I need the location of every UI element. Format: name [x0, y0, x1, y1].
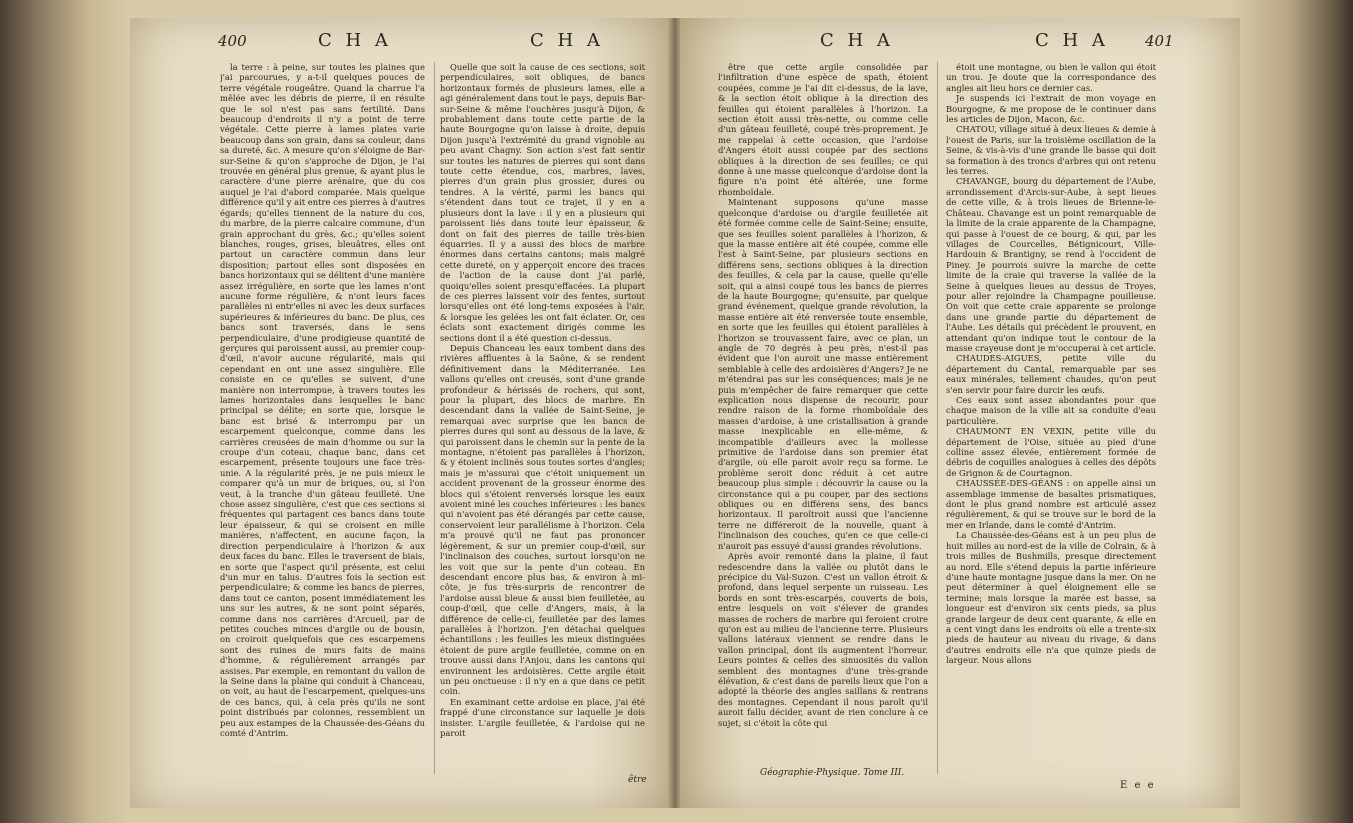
paragraph: Maintenant supposons qu'une masse quelconque d'ardoise ou d'argile feuilletée ait été formée comme celle de Saint-Seine; ensuite, que ses feuilles soient parallèles à l'horizon, & que la masse entière ait été coupée, comme elle l'est à Saint-Seine, par plusieurs sections en différens sens, sections obliques à la direction des feuilles, & cela par la cause, quelle qu'elle soit, qui a ainsi coupé tous les bancs de pierres de la haute Bourgogne; qu'ensuite, par quelque grand événement, quelque grande révolution, la masse entière ait été renversée toute ensemble, en sorte que les feuilles qui étoient parallèles à l'horizon se trouvassent faire, avec ce plan, un angle de 70 degrés à peu près, n'est-il pas évident que l'on auroit une masse entièrement semblable à celle des ardoisières d'Angers? Je ne m'étendrai pas sur les conséquences; mais je ne puis m'empêcher de faire remarquer que cette explication nous dispense de recourir, pour rendre raison de la forme rhomboïdale des masses d'ardoise, à une cristallisation à grande masse inexplicable en elle-même, & incompatible d'ailleurs avec la mollesse primitive de l'ardoise dans son premier état d'argile, où elle paroit avoir reçu sa forme. Le problème seroit donc réduit à cet autre beaucoup plus simple : découvrir la cause ou la circonstance qui a pu couper, par des sections obliques ou en différens sens, des bancs horizontaux. Il paroîtroit aussi que l'ancienne terre ne différeroit de la nouvelle, quant à l'inclinaison des couches, qu'en ce que celle-ci n'auroit pas essuyé d'aussi grandes révolutions. — [718, 197, 928, 551]
paragraph: Ces eaux sont assez abondantes pour que chaque maison de la ville ait sa conduite d'eau particulière. — [946, 395, 1156, 426]
paragraph: Quelle que soit la cause de ces sections, soit perpendiculaires, soit obliques, de bancs horizontaux formés de plusieurs lames, elle a agi généralement dans tout le pays, depuis Bar-sur-Seine & même l'ouchères jusqu'à Dijon, & probablement dans toute cette partie de la haute Bourgogne qu'on laisse à droite, depuis Dijon jusqu'à l'extrémité du grand vignoble au peu avant Chagny. Son action s'est fait sentir sur toutes les natures de pierres qui sont dans toute cette étendue, cos, marbres, laves, pierres d'un grain plus grossier, dures ou tendres. A la vérité, parmi les bancs qui s'étendent dans tout ce trajet, il y en a plusieurs dont la lave : il y en a plusieurs qui paroissent liés dans toute leur épaisseur, & dont on fait des pierres de taille très-bien équarries. Il y a aussi des blocs de marbre énormes dans certains cantons; mais malgré cette dureté, on y apperçoit encore des traces de l'action de la cause dont j'ai parlé, quoiqu'elles soient presqu'effacées. La plupart de ces pierres laissent voir des fentes, surtout lorsqu'elles ont été long-tems exposées à l'air, & lorsque les gelées les ont fait éclater. Or, ces éclats sont exactement dirigés comme les sections dont il a été question ci-dessus. — [440, 62, 645, 343]
left-page-number: 400 — [218, 32, 247, 50]
paragraph: CHAUSSÉE-DES-GÉANS : on appelle ainsi un assemblage immense de basaltes prismatiques, dont le plus grand nombre est articulé assez régulièrement, & qui se trouve sur le bord de la mer en Irlande, dans le comté d'Antrim. — [946, 478, 1156, 530]
right-column-rule — [937, 62, 938, 774]
paragraph: être que cette argile consolidée par l'infiltration d'une espèce de spath, étoient coupées, comme je l'ai dit ci-dessus, de la lave, & la section étoit oblique à la direction des feuilles qui étoient parallèles à l'horizon. La section étoit aussi très-nette, ou comme celle d'un gâteau feuilleté, coupé très-proprement. Je me rappelai à cette occasion, que l'ardoise d'Angers étoit aussi coupée par des sections obliques à la direction de ses feuilles; ce qui donne à une masse quelconque d'ardoise dont la figure n'a point été altérée, une forme rhomboïdale. — [718, 62, 928, 197]
left-column-rule — [434, 62, 435, 774]
right-column-1 — [718, 62, 928, 762]
right-page-number: 401 — [1145, 32, 1174, 50]
paragraph: En examinant cette ardoise en place, j'ai été frappé d'une circonstance sur laquelle je dois insister. L'argile feuilletée, & l'ardoise qui ne paroit — [440, 696, 645, 738]
right-signature-mark: E e e — [1120, 780, 1156, 791]
left-running-head-1: C H A — [318, 30, 392, 51]
paragraph: CHAUMONT EN VEXIN, petite ville du département de l'Oise, située au pied d'une colline assez élevée, entièrement formée de débris de coquilles analogues à celles des dépôts de Grignon & de Courtagnon. — [946, 426, 1156, 478]
left-column-2 — [440, 62, 645, 762]
left-running-head-2: C H A — [530, 30, 604, 51]
paragraph: étoit une montagne, ou bien le vallon qui étoit un trou. Je doute que la correspondance des angles ait lieu hors ce dernier cas. — [946, 62, 1156, 93]
left-column-1 — [220, 62, 425, 774]
right-column-2 — [946, 62, 1156, 774]
paragraph: Je suspends ici l'extrait de mon voyage en Bourgogne, & me propose de le continuer dans les articles de Dijon, Macon, &c. — [946, 93, 1156, 125]
right-footer: Géographie-Physique. Tome III. — [760, 768, 905, 778]
right-running-head-1: C H A — [820, 30, 894, 51]
paragraph: CHAUDES-AIGUES, petite ville du département du Cantal, remarquable par ses eaux minérales, tellement chaudes, qu'on peut s'en servir pour faire durcir les œufs. — [946, 353, 1156, 395]
paragraph: Depuis Chanceau les eaux tombent dans des rivières affluentes à la Saône, & se rendent définitivement dans la Méditerranée. Les vallons qu'elles ont creusés, sont d'une grande profondeur & hérissés de rochers, qui sont, pour la plupart, des blocs de marbre. En descendant dans la vallée de Saint-Seine, je remarquai avec surprise que les bancs de pierres dures qui sont au dessous de la lave, & qui paroissent dans le chemin sur la pente de la montagne, n'étoient pas parallèles à l'horizon, & y étoient inclinés sous toutes sortes d'angles; mais je m'assurai que c'étoit uniquement un accident provenant de la grosseur énorme des blocs qui s'étoient renversés lorsque les eaux avoient miné les couches inférieures : les bancs qui n'avoient pas été dérangés par cette cause, conservoient leur parallélisme à l'horizon. Cela m'a prouvé qu'il ne faut pas prononcer légèrement, & sur un premier coup-d'œil, sur l'inclinaison des couches, surtout lorsqu'on ne les voit que sur la pente d'un coteau. En descendant encore plus bas, & environ à mi-côte, je fus très-surpris de rencontrer de l'ardoise aussi bleue & aussi bien feuilletée, au coup-d'œil, que celle d'Angers, mais, à la différence de celle-ci, feuilletée par des lames parallèles à l'horizon. J'en détachai quelques échantillons : les feuilles les mieux distinguées étoient de pure argile feuilletée, comme on en trouve aussi dans l'Anjou, dans les cantons qui environnent les ardoisières. Cette argile étoit un peu onctueuse : il n'y en a que dans ce petit coin. — [440, 342, 645, 697]
paragraph: Après avoir remonté dans la plaine, il faut redescendre dans la vallée ou plutôt dans le précipice du Val-Suzon. C'est un vallon étroit & profond, dans lequel serpente un ruisseau. Les bords en sont très-escarpés, couverts de bois, entre lesquels on voit s'élever de grandes masses de rochers de marbre qui feroient croire qu'on est au milieu de l'ancienne terre. Plusieurs vallons latéraux viennent se rendre dans le vallon principal, dont ils augmentent l'horreur. Leurs pointes & celles des sinuosités du vallon semblent des montagnes d'une très-grande élévation, & c'est dans de pareils lieux que l'on a adopté la théorie des angles saillans & rentrans des montagnes. Cependant il nous paroît qu'il auroit fallu décider, avant de rien conclure à ce sujet, si c'étoit la côte qui — [718, 551, 928, 728]
paragraph: la terre : à peine, sur toutes les plaines que j'ai parcourues, y a-t-il quelques pouces de terre végétale rougeâtre. Quand la charrue l'a mêlée avec les débris de pierre, il en résulte que le sol n'est pas sans fertilité. Dans beaucoup d'endroits il n'y a point de terre végétale. Cette pierre à lames plates varie beaucoup dans son grain, dans sa couleur, dans sa dureté, &c. A mesure qu'on s'éloigne de Bar-sur-Seine & qu'on s'approche de Dijon, je l'ai trouvée en général plus grenue, & ayant plus le caractère d'une pierre arénaire, que du cos auquel je l'ai d'abord comparée. Mais quelque différence qu'il y ait entre ces pierres à d'autres égards; qu'elles tiennent de la nature du cos, du marbre, de la pierre calcaire commune, d'un grain approchant du grès, &c.; qu'elles soient blanches, rouges, grises, bleuâtres, elles ont partout un caractère commun dans leur disposition; partout elles sont disposées en bancs horizontaux qui se délitent d'une manière assez irrégulière, en sorte que les lames n'ont aucune forme régulière, & n'ont leurs faces parallèles ni entr'elles ni avec les deux surfaces supérieures & inférieures du banc. De plus, ces bancs sont traversés, dans le sens perpendiculaire, d'une prodigieuse quantité de gerçures qui paroissent aussi, au premier coup-d'œil, n'avoir aucune régularité, mais qui cependant en ont une assez singulière. Elle consiste en ce qu'elles se suivent, d'une manière non interrompue, à travers toutes les lames horizontales dans lesquelles le banc principal se délite; en sorte que, lorsque le banc est brisé & interrompu par un escarpement quelconque, comme dans les carrières creusées de main d'homme ou sur la croupe d'un coteau, chaque banc, dans cet escarpement, présente toujours une face très-unie. A la régularité près, je ne puis mieux le comparer qu'à un mur de briques, ou, si l'on veut, à la tranche d'un gâteau feuilleté. Une chose assez singulière, c'est que ces sections si fréquentes qui partagent ces bancs dans toute leur épaisseur, & qui se croisent en mille manières, n'affectent, en aucune façon, la direction perpendiculaire à l'horizon & aux deux faces du banc. Elles le traversent de biais, en sorte que l'aspect qu'il présente, est celui d'un mur en talus. D'autres fois la section est perpendiculaire; & comme les bancs de pierres, dans tout ce canton, posent immédiatement les uns sur les autres, & ne sont point séparés, comme dans nos carrières d'Arcueil, par de petites couches minces d'argile ou de bousin, on croiroit quelquefois que ces escarpemens sont des ruines de murs faits de mains d'homme, & régulièrement arrangés par assises. Par exemple, en remontant du vallon de la Seine dans la plaine qui conduit à Chanceau, on voit, au haut de l'escarpement, quelques-uns de ces bancs, qui, à cela près qu'ils ne sont point distribués par colonnes, ressemblent un peu aux estampes de la Chaussée-des-Géans du comté d'Antrim. — [220, 62, 425, 738]
right-running-head-2: C H A — [1035, 30, 1109, 51]
left-catchword: être — [628, 775, 647, 785]
paragraph: CHAVANGE, bourg du département de l'Aube, arrondissement d'Arcis-sur-Aube, à sept lieues de cette ville, & à trois lieues de Brienne-le-Château. Chavange est un point remarquable de la limite de la craie apparente de la Champagne, qui passe à l'ouest de ce bourg, & qui, par les villages de Courcelles, Bétignicourt, Ville-Hardouin & Brantigny, se rend à l'occident de Piney. Je pourrois suivre la marche de cette limite de la craie qui traverse la vallée de la Seine à quelques lieues au dessus de Troyes, pour aller rejoindre la Champagne pouilleuse. On voit que cette craie apparente se prolonge dans une grande partie du département de l'Aube. Les détails qui précèdent le prouvent, en attendant qu'on indique tout le contour de la masse crayeuse dont je m'occuperai à cet article. — [946, 176, 1156, 353]
paragraph: La Chaussée-des-Géans est à un peu plus de huit milles au nord-est de la ville de Colrain, & à trois milles de Bushmills, presque directement au nord. Elle s'étend depuis la partie inférieure d'une haute montagne jusque dans la mer. On ne peut déterminer à quel éloignement elle se termine; mais lorsque la marée est basse, sa longueur est d'environ six cents pieds, sa plus grande largeur de deux cent quarante, & elle en a cent vingt dans les endroits où elle a trente-six pieds de hauteur au niveau du rivage, & dans d'autres endroits elle n'a que quinze pieds de largeur. Nous allons — [946, 530, 1156, 666]
paragraph: CHATOU, village situé à deux lieues & demie à l'ouest de Paris, sur la troisième oscillation de la Seine, & vis-à-vis d'une grande île basse qui doit sa formation à des troncs d'arbres qui ont retenu les terres. — [946, 124, 1156, 177]
